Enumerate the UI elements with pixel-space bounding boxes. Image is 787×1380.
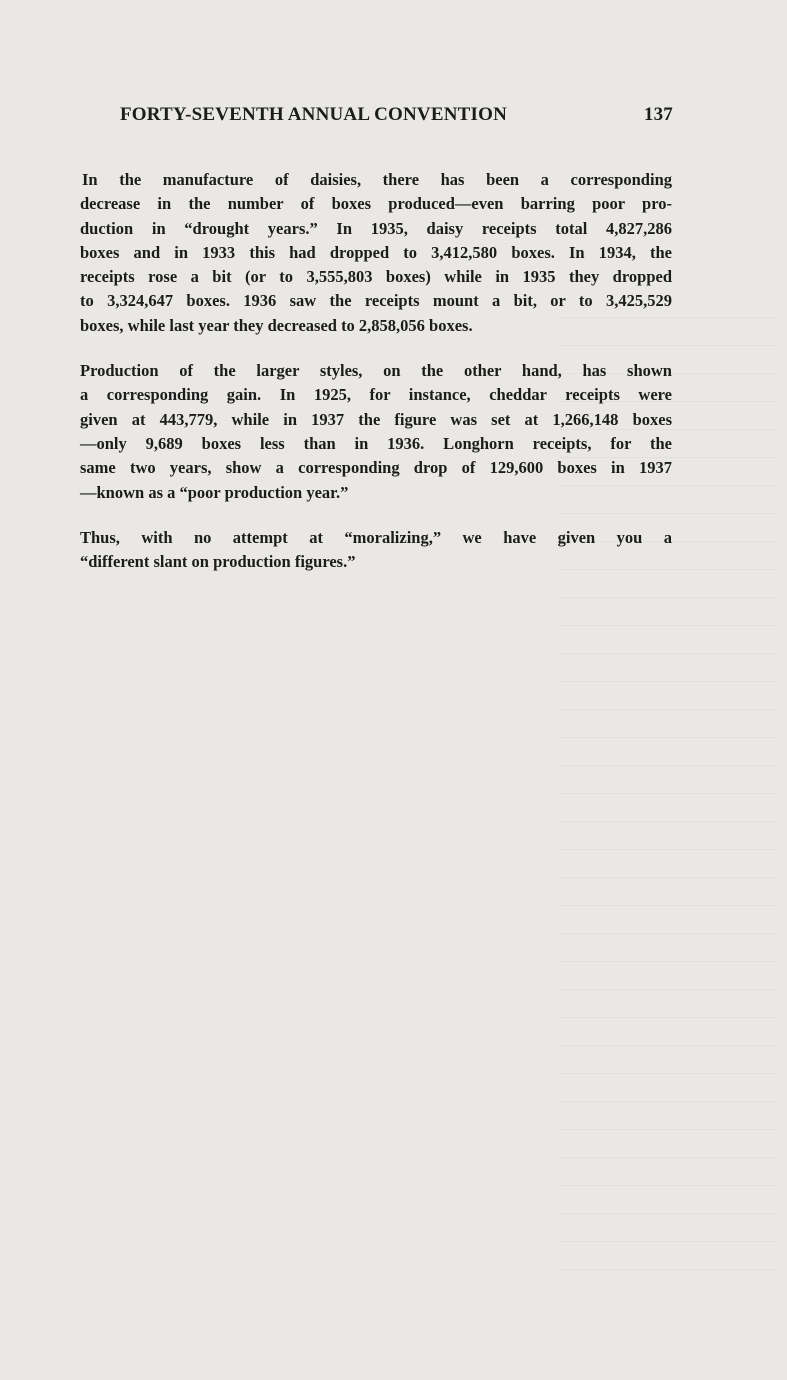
- header-title: FORTY-SEVENTH ANNUAL CONVENTION: [120, 104, 508, 125]
- page-number: 137: [643, 104, 673, 125]
- text-line: —only 9,689 boxes less than in 1936. Longhorn receipts, for the: [80, 433, 672, 453]
- running-header: [120, 104, 673, 126]
- text-line: boxes, while last year they decreased to 2,858,056 boxes.: [80, 315, 473, 335]
- paragraph-daisies: [80, 168, 672, 338]
- text-line: Production of the larger styles, on the other hand, has shown: [80, 361, 672, 381]
- text-line: decrease in the number of boxes produced—even barring poor pro-: [80, 194, 672, 214]
- paragraph-larger-styles: [80, 359, 672, 505]
- text-line: In the manufacture of daisies, there has been a corresponding: [82, 170, 672, 189]
- body-text: [80, 168, 672, 595]
- text-line: boxes and in 1933 this had dropped to 3,412,580 boxes. In 1934, the: [80, 242, 672, 262]
- text-line: —known as a “poor production year.”: [80, 482, 349, 502]
- text-line: a corresponding gain. In 1925, for instance, cheddar receipts were: [80, 385, 672, 405]
- text-line: “different slant on production figures.”: [80, 552, 356, 572]
- paragraph-conclusion: [80, 526, 672, 575]
- text-line: Thus, with no attempt at “moralizing,” we have given you a: [80, 527, 672, 547]
- text-line: to 3,324,647 boxes. 1936 saw the receipts mount a bit, or to 3,425,529: [80, 291, 672, 311]
- text-line: duction in “drought years.” In 1935, daisy receipts total 4,827,286: [80, 218, 672, 238]
- text-line: same two years, show a corresponding drop of 129,600 boxes in 1937: [80, 458, 672, 478]
- text-line: receipts rose a bit (or to 3,555,803 boxes) while in 1935 they dropped: [80, 267, 672, 287]
- text-line: given at 443,779, while in 1937 the figure was set at 1,266,148 boxes: [80, 409, 672, 429]
